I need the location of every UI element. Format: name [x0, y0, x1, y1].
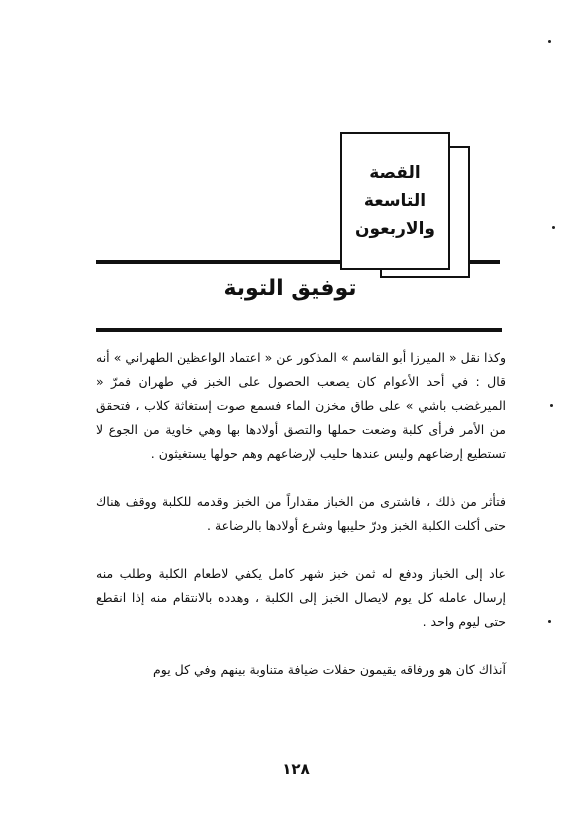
chapter-label: القصة — [369, 163, 421, 183]
chapter-title: توفيق التوبة — [223, 276, 357, 301]
page-number: ١٢٨ — [282, 760, 310, 778]
paragraph: عاد إلى الخباز ودفع له ثمن خبز شهر كامل يكفي لاطعام الكلبة وطلب منه إرسال عامله كل يوم لايصال الخبز إلى الكلبة ، وهدده بالانتقام منه إذا انقطع حتى ليوم واحد . — [96, 566, 506, 629]
title-rule-top — [96, 260, 372, 264]
scan-speck — [552, 226, 555, 229]
chapter-number-box — [340, 132, 450, 270]
scan-speck — [548, 620, 551, 623]
body-text — [96, 346, 506, 682]
paragraph: آنذاك كان هو ورفاقه يقيمون حفلات ضيافة متناوبة بينهم وفي كل يوم — [153, 662, 506, 677]
chapter-ordinal-1: التاسعة — [363, 191, 427, 211]
scan-speck — [550, 404, 553, 407]
paragraph: وكذا نقل « الميرزا أبو القاسم » المذكور عن « اعتماد الواعظين الطهراني » أنه قال : في أحد الأعوام كان يصعب الحصول على الخبز في طهران فمرّ « الميرغضب باشي » على طاق مخزن الماء فسمع صوت إستغاثة كلاب ، فتحقق من الأمر فرأى كلبة وضعت حملها والتصق أولادها بها وهي خاوية من الجوع لا تستطيع إرضاعهم وليس عندها حليب لإرضاعهم وهم حولها يستغيثون . — [96, 350, 506, 461]
scan-speck — [548, 40, 551, 43]
paragraph: فتأثر من ذلك ، فاشترى من الخباز مقداراً من الخبز وقدمه للكلبة ووقف هناك حتى أكلت الكلبة الخبز ودرّ حليبها وشرع أولادها بالرضاعة . — [96, 494, 506, 533]
title-rule-bottom — [96, 328, 502, 332]
chapter-ordinal-2: والاربعون — [355, 219, 435, 239]
